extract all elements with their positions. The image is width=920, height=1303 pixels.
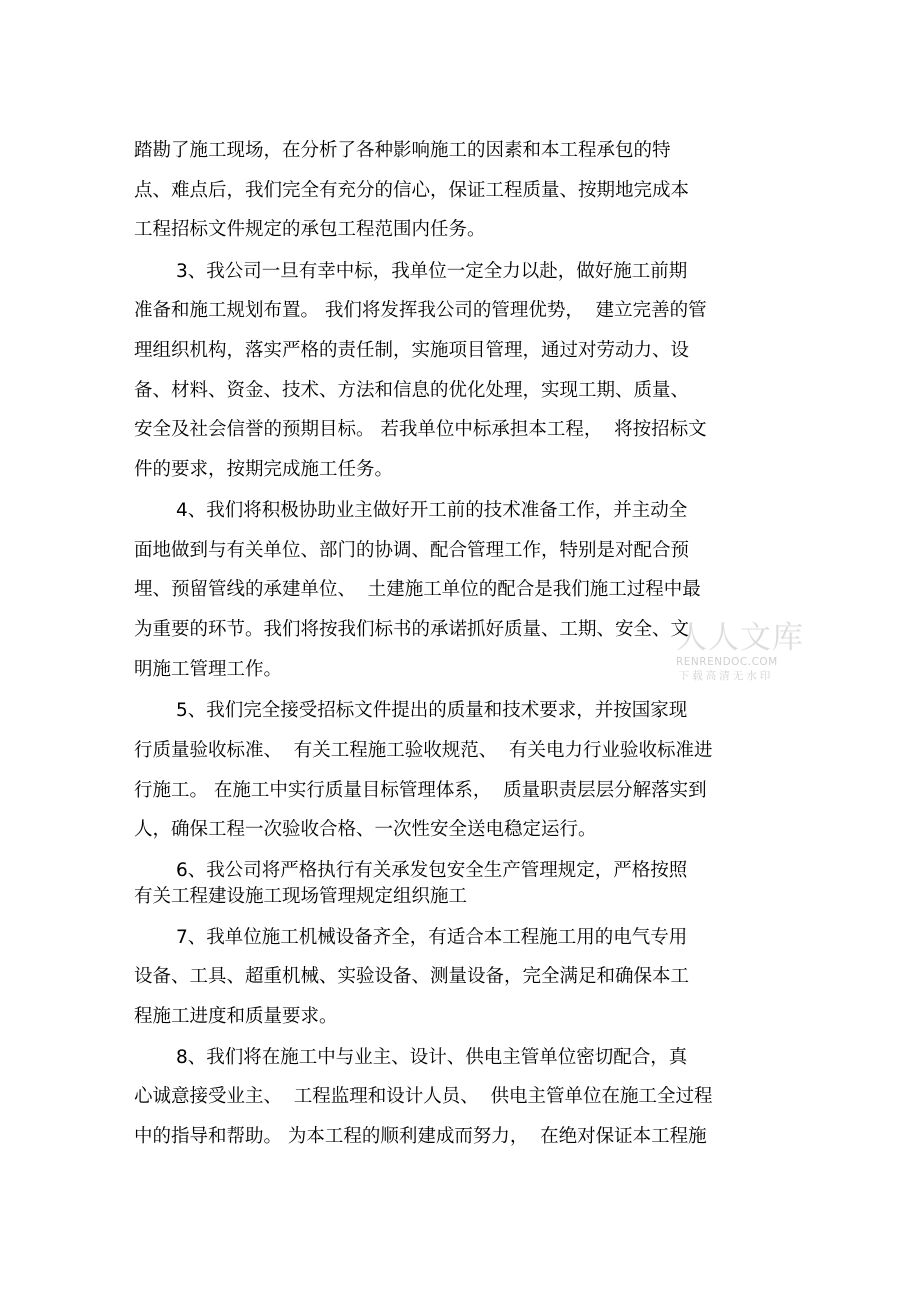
- paragraph-4-line-5: 明施工管理工作。: [134, 659, 283, 680]
- paragraph-6-line-2: 有关工程建设施工现场管理规定组织施工: [134, 886, 468, 907]
- watermark-logo: [676, 620, 804, 683]
- paragraph-4-line-2: 面地做到与有关单位、部门的协调、配合管理工作，特别是对配合预: [134, 540, 690, 561]
- paragraph-6-line-1: 6、我公司将严格执行有关承发包安全生产管理规定，严格按照: [176, 860, 688, 881]
- paragraph-5-line-2: 行质量验收标准、 有关工程施工验收规范、 有关电力行业验收标准进: [134, 740, 713, 761]
- paragraph-3-line-3: 理组织机构，落实严格的责任制，实施项目管理，通过对劳动力、设: [134, 340, 690, 361]
- paragraph-8-line-3: 中的指导和帮助。 为本工程的顺利建成而努力， 在绝对保证本工程施: [134, 1126, 707, 1147]
- paragraph-3-line-2: 准备和施工规划布置。 我们将发挥我公司的管理优势， 建立完善的管: [134, 300, 707, 321]
- paragraph-3-line-1: 3、我公司一旦有幸中标，我单位一定全力以赴，做好施工前期: [176, 261, 688, 282]
- watermark-title: 人人文库: [676, 620, 804, 656]
- watermark-slogan: 下载高清无水印: [678, 670, 774, 682]
- paragraph-3-line-4: 备、材料、资金、技术、方法和信息的优化处理，实现工期、质量、: [134, 380, 690, 401]
- paragraph-3-line-5: 安全及社会信誉的预期目标。 若我单位中标承担本工程， 将按招标文: [134, 419, 707, 440]
- watermark-url: RENRENDOC.COM: [676, 656, 778, 668]
- text-line-3: 工程招标文件规定的承包工程范围内任务。: [134, 219, 486, 240]
- paragraph-5-line-3: 行施工。 在施工中实行质量目标管理体系， 质量职责层层分解落实到: [134, 780, 707, 801]
- paragraph-4-line-3: 埋、预留管线的承建单位、 土建施工单位的配合是我们施工过程中最: [134, 579, 701, 600]
- text-line-1: 踏勘了施工现场，在分析了各种影响施工的因素和本工程承包的特: [134, 140, 671, 161]
- paragraph-8-line-2: 心诚意接受业主、 工程监理和设计人员、 供电主管单位在施工全过程: [134, 1086, 713, 1107]
- paragraph-4-line-4: 为重要的环节。我们将按我们标书的承诺抓好质量、工期、安全、文: [134, 619, 690, 640]
- paragraph-7-line-3: 程施工进度和质量要求。: [134, 1006, 338, 1027]
- paragraph-7-line-2: 设备、工具、超重机械、实验设备、测量设备，完全满足和确保本工: [134, 966, 690, 987]
- paragraph-3-line-6: 件的要求，按期完成施工任务。: [134, 459, 394, 480]
- text-line-2: 点、难点后，我们完全有充分的信心，保证工程质量、按期地完成本: [134, 180, 690, 201]
- paragraph-5-line-4: 人，确保工程一次验收合格、一次性安全送电稳定运行。: [134, 819, 597, 840]
- paragraph-8-line-1: 8、我们将在施工中与业主、设计、供电主管单位密切配合，真: [176, 1047, 688, 1068]
- paragraph-7-line-1: 7、我单位施工机械设备齐全，有适合本工程施工用的电气专用: [176, 927, 688, 948]
- paragraph-5-line-1: 5、我们完全接受招标文件提出的质量和技术要求，并按国家现: [176, 700, 688, 721]
- paragraph-4-line-1: 4、我们将积极协助业主做好开工前的技术准备工作，并主动全: [176, 500, 688, 521]
